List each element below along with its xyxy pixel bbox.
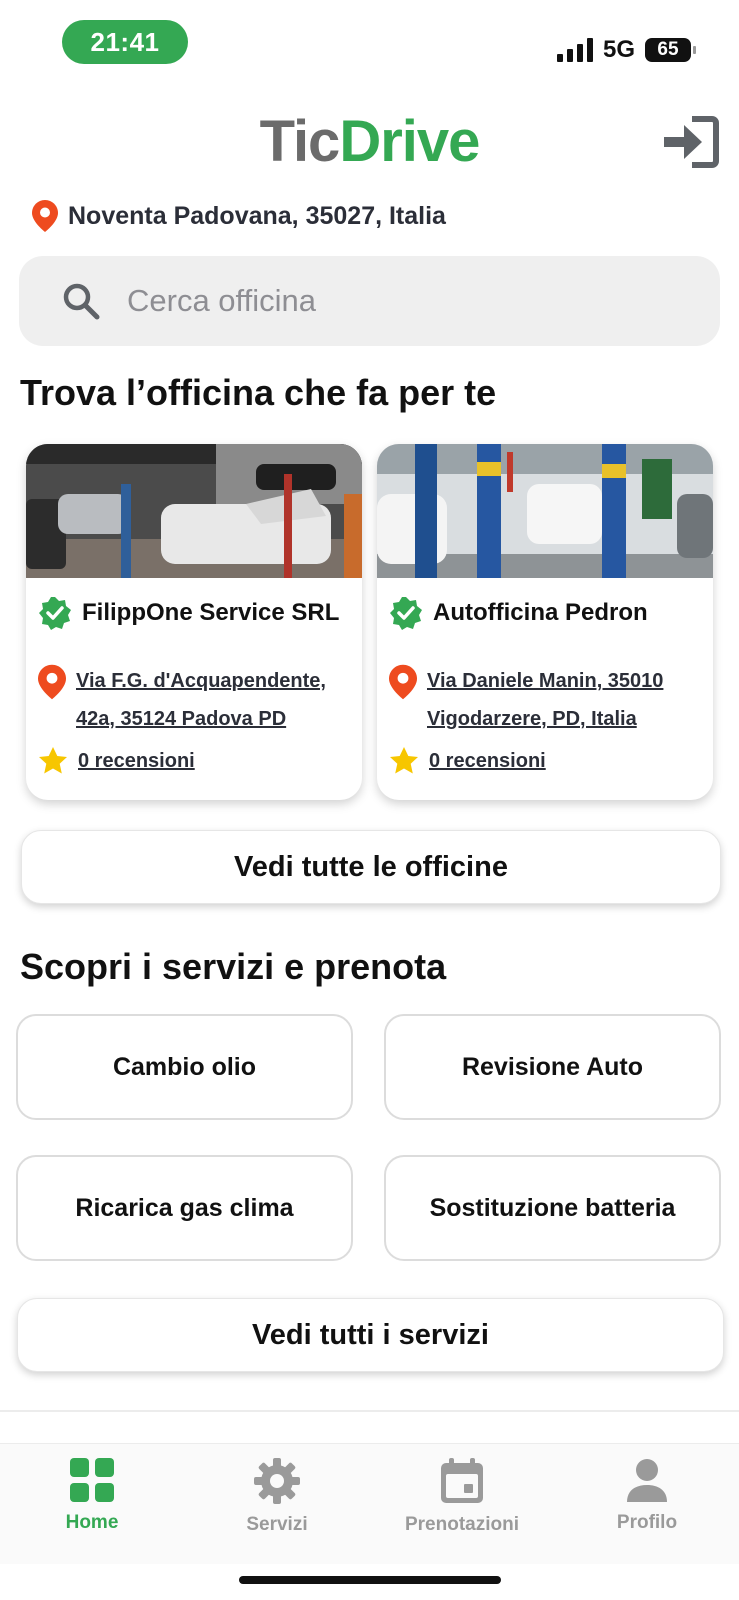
gear-icon <box>254 1458 300 1504</box>
workshop-card[interactable] <box>377 444 713 800</box>
status-time: 21:41 <box>62 20 188 64</box>
star-icon <box>38 746 68 776</box>
battery-indicator: 65 <box>645 38 691 62</box>
workshop-photo <box>26 444 362 578</box>
tab-label: Home <box>65 1512 119 1533</box>
service-oil-change-button[interactable]: Cambio olio <box>16 1014 353 1120</box>
see-all-workshops-button[interactable]: Vedi tutte le officine <box>21 830 721 904</box>
search-input[interactable] <box>19 256 720 346</box>
signal-icon <box>557 38 593 62</box>
workshop-address-row[interactable] <box>389 662 709 738</box>
see-all-services-button[interactable]: Vedi tutti i servizi <box>17 1298 724 1372</box>
workshop-reviews-link[interactable]: 0 recensioni <box>78 749 195 772</box>
workshop-reviews-row[interactable] <box>389 746 546 776</box>
workshop-address-row[interactable] <box>38 662 358 738</box>
location-pin-icon <box>32 200 58 232</box>
content-divider <box>0 1410 739 1412</box>
star-icon <box>389 746 419 776</box>
tab-services[interactable] <box>185 1458 369 1536</box>
location-pin-icon <box>38 664 66 700</box>
logo-part-tic: Tic <box>259 109 340 174</box>
calendar-icon <box>440 1458 484 1504</box>
tab-label: Prenotazioni <box>404 1514 519 1535</box>
tab-label: Servizi <box>246 1514 308 1535</box>
workshop-name: FilippOne Service SRL <box>82 599 340 626</box>
workshop-photo <box>377 444 713 578</box>
tab-label: Profilo <box>616 1512 678 1533</box>
workshops-section-title: Trova l’officina che fa per te <box>20 372 497 413</box>
workshop-card[interactable] <box>26 444 362 800</box>
workshop-name-row <box>38 596 339 630</box>
home-indicator <box>239 1576 501 1584</box>
current-location[interactable] <box>32 200 446 232</box>
workshop-address-link[interactable]: Via F.G. d'Acquapendente, 42a, 35124 Padova PD <box>76 670 326 730</box>
service-battery-button[interactable]: Sostituzione batteria <box>384 1155 721 1261</box>
grid-icon <box>70 1458 114 1502</box>
sign-in-icon <box>662 113 720 171</box>
login-button[interactable] <box>662 113 720 171</box>
person-icon <box>625 1458 669 1502</box>
service-car-inspection-button[interactable]: Revisione Auto <box>384 1014 721 1120</box>
workshop-reviews-row[interactable] <box>38 746 195 776</box>
location-pin-icon <box>389 664 417 700</box>
search-placeholder: Cerca officina <box>127 283 316 318</box>
workshop-reviews-link[interactable]: 0 recensioni <box>429 749 546 772</box>
service-ac-gas-button[interactable]: Ricarica gas clima <box>16 1155 353 1261</box>
tab-home[interactable] <box>0 1458 184 1534</box>
status-indicators <box>557 30 691 70</box>
search-icon <box>61 281 101 321</box>
workshop-address-link[interactable]: Via Daniele Manin, 35010 Vigodarzere, PD, Italia <box>427 670 664 730</box>
workshop-name-row <box>389 596 648 630</box>
location-text: Noventa Padovana, 35027, Italia <box>68 201 446 230</box>
logo-part-drive: Drive <box>339 109 480 174</box>
tab-bookings[interactable] <box>370 1458 554 1536</box>
verified-badge-icon <box>389 596 423 630</box>
workshop-name: Autofficina Pedron <box>433 599 648 626</box>
bottom-nav <box>0 1443 739 1564</box>
services-section-title: Scopri i servizi e prenota <box>20 946 447 987</box>
network-type: 5G <box>602 36 635 63</box>
verified-badge-icon <box>38 596 72 630</box>
app-logo <box>0 108 739 175</box>
tab-profile[interactable] <box>555 1458 739 1534</box>
